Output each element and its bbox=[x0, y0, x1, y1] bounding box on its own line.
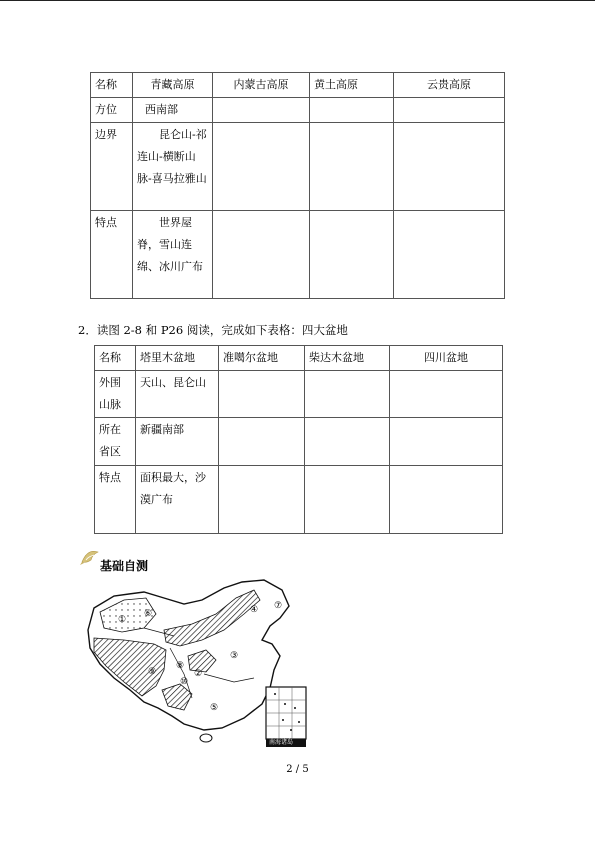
header-cell: 云贵高原 bbox=[394, 73, 505, 98]
header-cell: 准噶尔盆地 bbox=[219, 346, 305, 371]
question-number: 2． bbox=[78, 323, 97, 337]
plateau-table bbox=[90, 72, 505, 299]
table-row bbox=[95, 371, 503, 418]
header-cell: 塔里木盆地 bbox=[136, 346, 219, 371]
section-title: 基础自测 bbox=[100, 559, 149, 573]
row-label: 所在省区 bbox=[95, 418, 136, 466]
table-header-row bbox=[91, 73, 505, 98]
map-marker: ④ bbox=[250, 605, 259, 615]
map-marker: ③ bbox=[230, 651, 239, 661]
row-label: 特点 bbox=[95, 466, 136, 534]
table-cell bbox=[305, 418, 390, 466]
header-cell: 青藏高原 bbox=[133, 73, 213, 98]
page-number: 2 / 5 bbox=[286, 764, 309, 775]
header-cell: 名称 bbox=[95, 346, 136, 371]
map-marker: ① bbox=[118, 615, 127, 625]
table-row bbox=[91, 123, 505, 211]
row-label: 边界 bbox=[91, 123, 133, 211]
header-rule bbox=[0, 0, 595, 1]
question-text: 读图 2-8 和 P26 阅读，完成如下表格：四大盆地 bbox=[96, 323, 348, 337]
inset-caption: 南海诸岛 bbox=[269, 739, 294, 746]
table-cell bbox=[213, 211, 310, 299]
map-marker: ② bbox=[194, 669, 203, 679]
table-cell bbox=[219, 371, 305, 418]
table-cell bbox=[310, 98, 394, 123]
table-row bbox=[95, 418, 503, 466]
header-cell: 四川盆地 bbox=[390, 346, 503, 371]
map-marker: ⑨ bbox=[148, 667, 157, 677]
table-header-row bbox=[95, 346, 503, 371]
map-marker: ⑥ bbox=[144, 609, 153, 619]
table-cell: 西南部 bbox=[133, 98, 213, 123]
map-marker: ⑩ bbox=[180, 677, 189, 687]
table-cell: 世界屋脊，雪山连绵、冰川广布 bbox=[133, 211, 213, 299]
table-cell: 面积最大，沙漠广布 bbox=[136, 466, 219, 534]
dove-icon bbox=[80, 548, 100, 572]
basin-table bbox=[94, 345, 503, 534]
header-cell: 黄土高原 bbox=[310, 73, 394, 98]
table-cell bbox=[394, 98, 505, 123]
table-cell: 新疆南部 bbox=[136, 418, 219, 466]
table-cell bbox=[213, 98, 310, 123]
table-cell bbox=[390, 418, 503, 466]
table-cell bbox=[394, 211, 505, 299]
table-cell: 昆仑山-祁连山-横断山脉-喜马拉雅山 bbox=[133, 123, 213, 211]
table-row bbox=[95, 466, 503, 534]
table-cell bbox=[390, 371, 503, 418]
table-cell bbox=[213, 123, 310, 211]
table-row bbox=[91, 211, 505, 299]
table-cell bbox=[390, 466, 503, 534]
table-cell bbox=[310, 211, 394, 299]
row-label: 外围山脉 bbox=[95, 371, 136, 418]
row-label: 方位 bbox=[91, 98, 133, 123]
map-marker: ⑦ bbox=[274, 601, 283, 611]
table-cell bbox=[305, 371, 390, 418]
table-cell bbox=[219, 418, 305, 466]
header-cell: 柴达木盆地 bbox=[305, 346, 390, 371]
header-cell: 内蒙古高原 bbox=[213, 73, 310, 98]
header-cell: 名称 bbox=[91, 73, 133, 98]
table-cell: 天山、昆仑山 bbox=[136, 371, 219, 418]
table-cell bbox=[219, 466, 305, 534]
table-row bbox=[91, 98, 505, 123]
south-china-sea-inset bbox=[265, 686, 307, 752]
row-label: 特点 bbox=[91, 211, 133, 299]
map-marker: ⑤ bbox=[210, 703, 219, 713]
table-cell bbox=[305, 466, 390, 534]
table-cell bbox=[310, 123, 394, 211]
table-cell bbox=[394, 123, 505, 211]
map-marker: ⑧ bbox=[176, 661, 185, 671]
question-2 bbox=[78, 322, 348, 338]
